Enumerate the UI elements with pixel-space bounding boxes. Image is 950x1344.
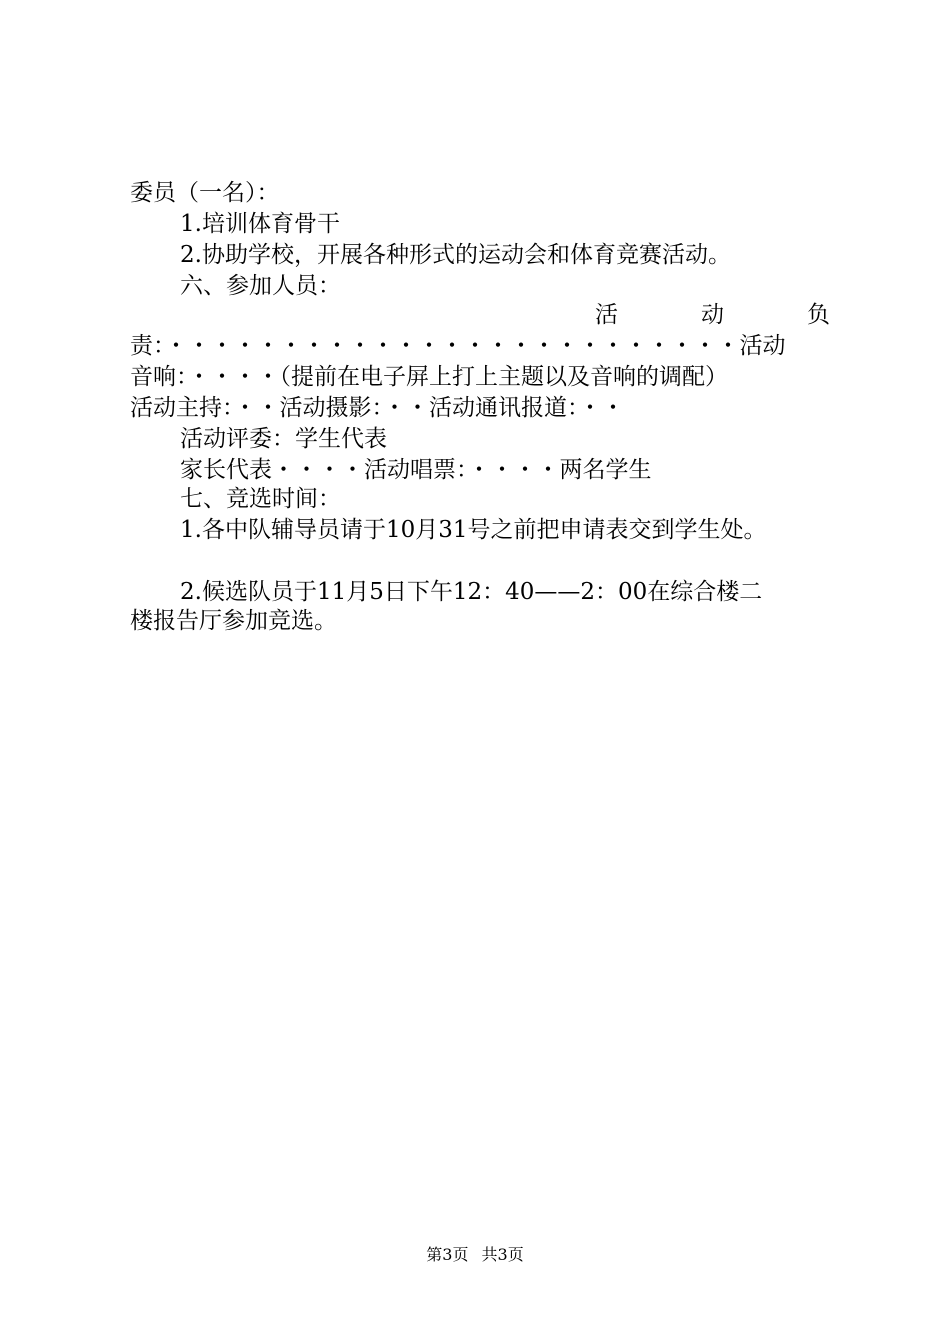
text-line-committee: 委员（一名）： bbox=[130, 180, 280, 206]
page-total: 共3页 bbox=[481, 1245, 524, 1264]
text-line-deadline: 1.各中队辅导员请于10月31号之前把申请表交到学生处。 bbox=[180, 517, 767, 543]
wide-char: 负 bbox=[807, 302, 830, 328]
text-line-item-1: 1.培训体育骨干 bbox=[180, 211, 340, 237]
text-line-host: 活动主持：・・活动摄影：・・活动通讯报道：・・ bbox=[130, 395, 625, 421]
text-line-activity-lead bbox=[595, 300, 830, 330]
wide-char: 活 bbox=[595, 302, 618, 328]
text-line-item-2: 2.协助学校，开展各种形式的运动会和体育竞赛活动。 bbox=[180, 242, 731, 268]
text-line-parents: 家长代表・・・・活动唱票：・・・・两名学生 bbox=[180, 457, 652, 483]
section-heading-participants: 六、参加人员： bbox=[180, 273, 341, 299]
text-line-election-schedule: 2.候选队员于11月5日下午12：40——2：00在综合楼二 bbox=[180, 579, 763, 605]
text-line-election-location: 楼报告厅参加竞选。 bbox=[130, 608, 337, 634]
page-number: 第3页 bbox=[426, 1245, 469, 1264]
wide-char: 动 bbox=[701, 302, 724, 328]
text-line-audio: 音响：・・・・（提前在电子屏上打上主题以及音响的调配） bbox=[130, 364, 728, 390]
text-line-responsible: 责：・・・・・・・・・・・・・・・・・・・・・・・・・活动 bbox=[130, 333, 786, 359]
page-footer bbox=[0, 1242, 950, 1265]
text-line-judges: 活动评委：学生代表 bbox=[180, 426, 387, 452]
section-heading-election-time: 七、竞选时间： bbox=[180, 486, 341, 512]
